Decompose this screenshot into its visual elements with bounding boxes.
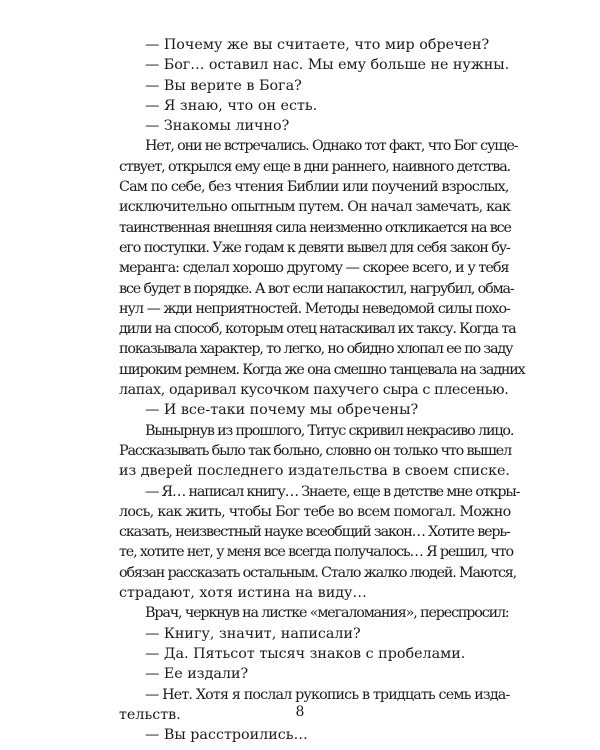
text-line: — Вы верите в Бога? bbox=[145, 77, 302, 94]
text-line: Нет, они не встречались. Однако тот факт, что Бог суще- bbox=[145, 138, 518, 155]
text-line: меранга: сделал хорошо другому — скорее всего, и у тебя bbox=[119, 260, 509, 277]
text-line: дили на способ, которым отец натаскивал их таксу. Когда та bbox=[119, 321, 516, 338]
text-line: — Бог… оставил нас. Мы ему больше не нужны. bbox=[145, 57, 510, 74]
text-line: широким ремнем. Когда же она смешно танцевала на задних bbox=[119, 361, 525, 378]
text-line: Сам по себе, без чтения Библии или поучений взрослых, bbox=[119, 179, 509, 196]
text-line: — Я знаю, что он есть. bbox=[145, 97, 318, 114]
text-line: Врач, черкнув на листке «мегаломания», переспросил: bbox=[145, 605, 509, 622]
text-line: — Ее издали? bbox=[145, 666, 249, 683]
text-line: — Книгу, значит, написали? bbox=[145, 625, 361, 642]
page-number: 8 bbox=[295, 704, 305, 720]
text-line: страдают, хотя истина на виду… bbox=[119, 585, 367, 602]
text-line: сказать, неизвестный науке всеобщий закон… Хотите верь- bbox=[119, 524, 510, 541]
text-line: обязан рассказать остальным. Стало жалко людей. Маются, bbox=[119, 564, 517, 581]
text-line: нул — жди неприятностей. Методы неведомой силы похо- bbox=[119, 300, 510, 317]
text-line: — Нет. Хотя я послал рукопись в тридцать семь изда- bbox=[145, 686, 510, 703]
text-line: все будет в порядке. А вот если напакостил, нагрубил, обма- bbox=[119, 280, 514, 297]
body-text bbox=[119, 35, 525, 745]
text-line: тельств. bbox=[119, 706, 181, 723]
text-line: Рассказывать было так больно, словно он только что вышел bbox=[119, 442, 511, 459]
text-line: исключительно опытным путем. Он начал замечать, как bbox=[119, 199, 511, 216]
text-line: ствует, открылся ему еще в дни раннего, наивного детства. bbox=[119, 158, 511, 175]
text-line: Вынырнув из прошлого, Титус скривил некрасиво лицо. bbox=[145, 422, 514, 439]
text-line: — Вы расстроились… bbox=[145, 727, 308, 744]
text-line: — Я… написал книгу… Знаете, еще в детстве мне откры- bbox=[145, 483, 520, 500]
text-line: те, хотите нет, у меня все всегда получалось… Я решил, что bbox=[119, 544, 513, 561]
text-line: — Знакомы лично? bbox=[145, 118, 290, 135]
text-line: — И все-таки почему мы обречены? bbox=[145, 402, 419, 419]
text-line: лось, как жить, чтобы Бог тебе во всем помогал. Можно bbox=[119, 503, 511, 520]
text-line: — Да. Пятьсот тысяч знаков с пробелами. bbox=[145, 645, 466, 662]
text-line: из дверей последнего издательства в своем списке. bbox=[119, 463, 510, 480]
text-line: его поступки. Уже годам к девяти вывел для себя закон бу- bbox=[119, 239, 510, 256]
text-line: — Почему же вы считаете, что мир обречен? bbox=[145, 37, 490, 53]
text-line: показывала характер, то легко, но обидно хлопал ее по заду bbox=[119, 341, 513, 358]
text-line: таинственная внешняя сила неизменно откликается на все bbox=[119, 219, 511, 236]
text-line: лапах, одаривал кусочком пахучего сыра с плесенью. bbox=[119, 382, 509, 399]
